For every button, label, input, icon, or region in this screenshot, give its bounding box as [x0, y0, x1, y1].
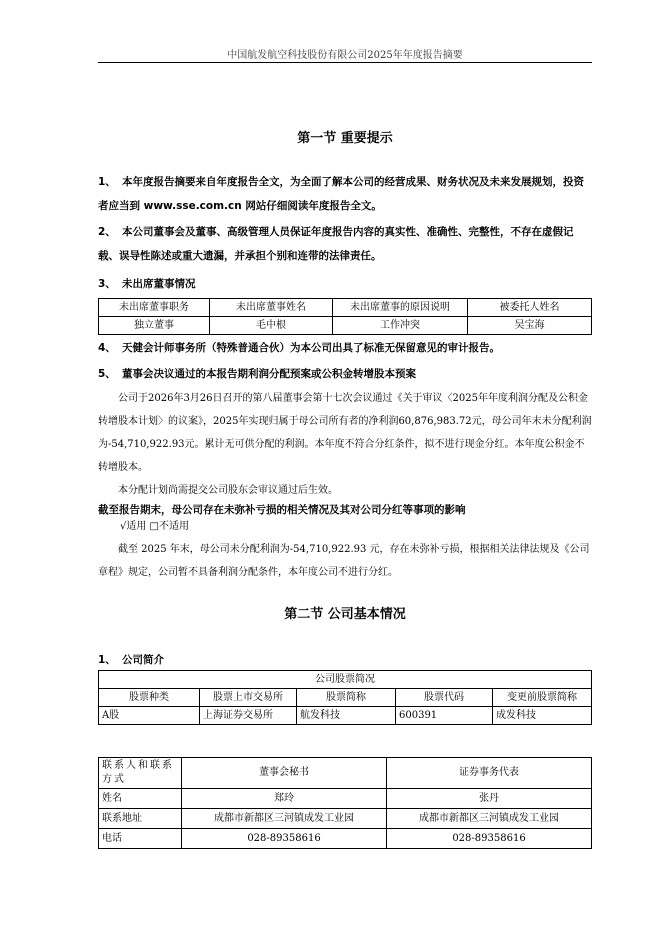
- item-5-text: 董事会决议通过的本报告期利润分配预案或公积金转增股本预案: [122, 368, 416, 380]
- item-5-number: 5、: [98, 368, 116, 380]
- contact-info-table: [98, 757, 592, 849]
- item-3: [98, 272, 592, 296]
- item-4-number: 4、: [98, 342, 116, 354]
- section-1-title: 第一节 重要提示: [297, 131, 393, 146]
- table-row: [99, 809, 592, 829]
- table-row: [99, 829, 592, 849]
- table-row: [99, 317, 592, 335]
- item-3-text: 未出席董事情况: [122, 278, 196, 290]
- table-cell: 成都市新都区三河镇成发工业园: [387, 809, 592, 829]
- item-1-number: 1、: [98, 176, 116, 188]
- table-cell: 郑玲: [182, 789, 387, 809]
- table-cell: 028-89358616: [387, 829, 592, 849]
- item-1: [98, 170, 592, 218]
- table-cell: 工作冲突: [333, 317, 468, 335]
- table-cell: 600391: [396, 707, 493, 725]
- table-header-cell: 变更前股票简称: [493, 689, 592, 707]
- table-header-cell: 未出席董事职务: [99, 299, 210, 317]
- table-cell: 航发科技: [297, 707, 396, 725]
- company-intro-text: 公司简介: [122, 654, 164, 666]
- table-header-cell: 联系人和联系方式: [99, 758, 182, 789]
- table-header-cell: 证券事务代表: [387, 758, 592, 789]
- company-intro-number: 1、: [98, 654, 116, 666]
- profit-plan-approval-note: 本分配计划尚需提交公司股东会审议通过后生效。: [118, 485, 338, 496]
- company-intro-heading: [98, 648, 592, 672]
- header-divider: [98, 62, 592, 63]
- table-row: [99, 707, 592, 725]
- uncovered-loss-heading: 截至报告期末，母公司存在未弥补亏损的相关情况及其对公司分红等事项的影响: [98, 504, 466, 516]
- uncovered-loss-paragraph: 截至 2025 年末，母公司未分配利润为-54,710,922.93 元，存在未弥补亏损，根据相关法律法规及《公司章程》规定，公司暂不具备利润分配条件，本年度公司不进行分红。: [98, 544, 590, 578]
- page-header: 中国航发航空科技股份有限公司2025年年度报告摘要: [227, 50, 463, 61]
- table-cell: 张丹: [387, 789, 592, 809]
- section-2-title: 第二节 公司基本情况: [284, 607, 406, 622]
- table-header-row: [99, 689, 592, 707]
- item-2: [98, 220, 592, 268]
- profit-plan-paragraph: 公司于2026年3月26日召开的第八届董事会第十七次会议通过《关于审议〈2025年年度利润分配及公积金转增股本计划〉的议案》，2025年实现归属于母公司所有者的净利润60,876,983.72元，母公司年末未分配利润为-54,710,922.93元。累计无可供分配的利润。本年度不符合分红条件，拟不进行现金分红。本年度公积金不转增股本。: [98, 393, 592, 473]
- item-4: [98, 336, 592, 360]
- item-2-number: 2、: [98, 226, 116, 238]
- table-cell: 姓名: [99, 789, 182, 809]
- table-header-cell: 未出席董事姓名: [210, 299, 333, 317]
- item-1-text: 本年度报告摘要来自年度报告全文，为全面了解本公司的经营成果、财务状况及未来发展规划，投资者应当到 www.sse.com.cn 网站仔细阅读年度报告全文。: [98, 176, 584, 212]
- table-row: [99, 789, 592, 809]
- table-caption-row: [99, 671, 592, 689]
- table-cell: 独立董事: [99, 317, 210, 335]
- table-cell: 联系地址: [99, 809, 182, 829]
- table-cell: 成发科技: [493, 707, 592, 725]
- table-header-row: [99, 758, 592, 789]
- absent-directors-table: [98, 298, 592, 335]
- table-cell: 毛中根: [210, 317, 333, 335]
- item-3-number: 3、: [98, 278, 116, 290]
- table-caption: 公司股票简况: [99, 671, 592, 689]
- item-5: [98, 362, 592, 386]
- table-cell: 电话: [99, 829, 182, 849]
- table-cell: 吴宝海: [468, 317, 592, 335]
- table-header-cell: 股票简称: [297, 689, 396, 707]
- table-cell: A股: [99, 707, 200, 725]
- item-2-text: 本公司董事会及董事、高级管理人员保证年度报告内容的真实性、准确性、完整性，不存在虚假记载、误导性陈述或重大遗漏，并承担个别和连带的法律责任。: [98, 226, 574, 262]
- table-cell: 028-89358616: [182, 829, 387, 849]
- table-header-cell: 被委托人姓名: [468, 299, 592, 317]
- stock-info-table: [98, 670, 592, 725]
- table-header-cell: 股票上市交易所: [200, 689, 297, 707]
- table-cell: 上海证券交易所: [200, 707, 297, 725]
- table-header-row: [99, 299, 592, 317]
- applicable-checkbox-status: √适用 □不适用: [120, 521, 189, 532]
- table-header-cell: 未出席董事的原因说明: [333, 299, 468, 317]
- item-4-text: 天健会计师事务所（特殊普通合伙）为本公司出具了标准无保留意见的审计报告。: [122, 342, 500, 354]
- table-header-cell: 股票代码: [396, 689, 493, 707]
- table-header-cell: 股票种类: [99, 689, 200, 707]
- table-cell: 成都市新都区三河镇成发工业园: [182, 809, 387, 829]
- table-header-cell: 董事会秘书: [182, 758, 387, 789]
